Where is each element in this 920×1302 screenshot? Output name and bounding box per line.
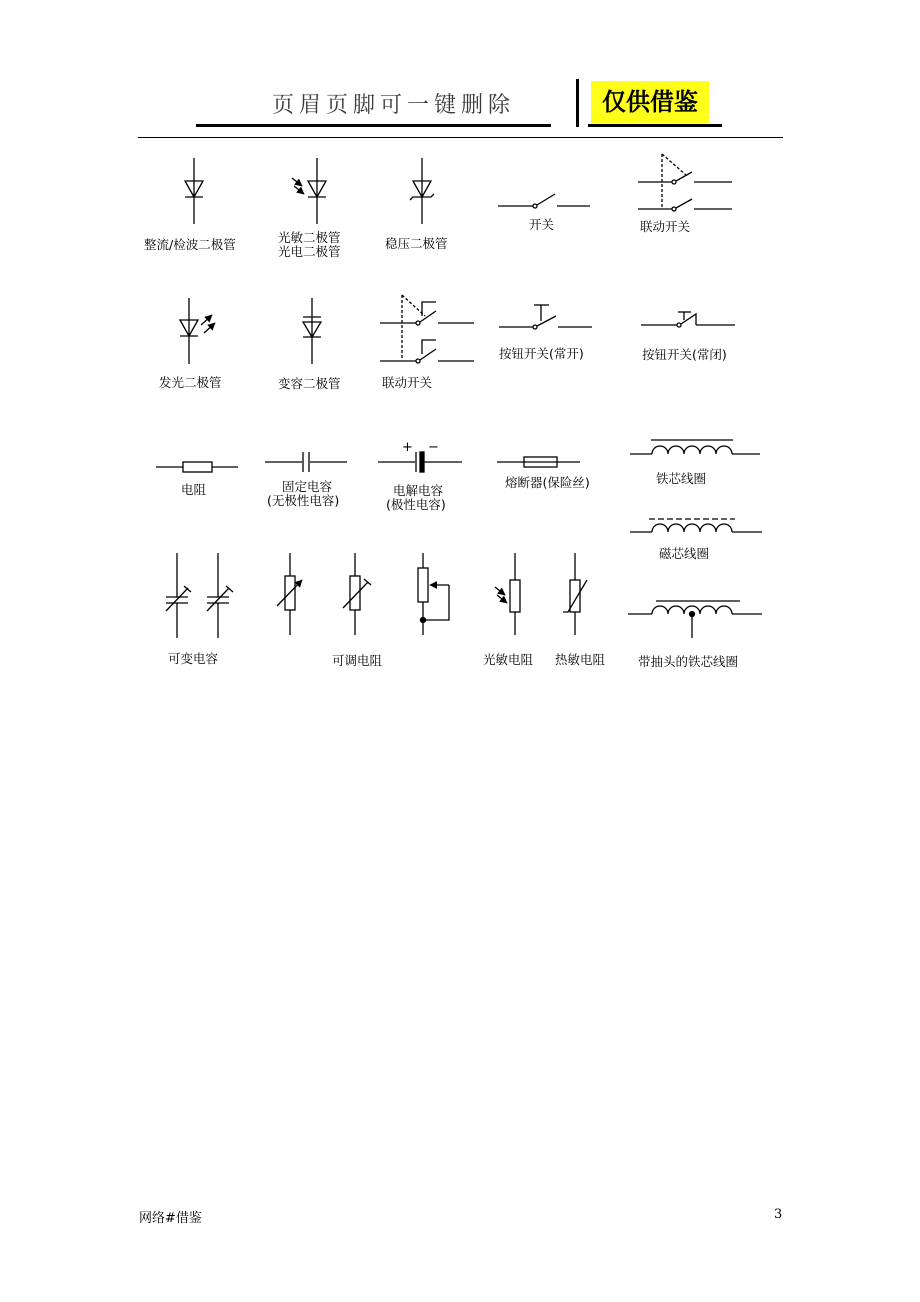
label-push-no: 按钮开关(常开): [499, 346, 584, 361]
label-variable-cap: 可变电容: [168, 651, 219, 666]
label-led: 发光二极管: [159, 375, 222, 390]
label-rectifier-diode: 整流/检波二极管: [144, 237, 236, 252]
linked-switch-mid-symbol: [380, 295, 474, 363]
label-photo-resistor: 光敏电阻: [483, 652, 534, 667]
header-title: 页眉页脚可一键删除: [272, 93, 516, 118]
rectifier-diode-symbol: [185, 158, 203, 224]
label-resistor: 电阻: [181, 482, 207, 497]
magnetic-core-coil-symbol: [630, 519, 762, 532]
label-push-nc: 按钮开关(常闭): [642, 347, 727, 362]
label-thermistor: 热敏电阻: [555, 652, 606, 667]
label-iron-core-coil: 铁芯线圈: [656, 471, 707, 486]
footer-text: 网络#借鉴: [139, 1211, 202, 1226]
label-varactor: 变容二极管: [278, 376, 341, 391]
header-badge: 仅供借鉴: [591, 81, 709, 123]
label-magnetic-core-coil: 磁芯线圈: [659, 546, 710, 561]
label-fuse: 熔断器(保险丝): [505, 475, 590, 490]
label-linked-switch-mid: 联动开关: [382, 375, 433, 390]
photodiode-symbol: [292, 158, 326, 224]
fuse-symbol: [497, 457, 580, 467]
label-tapped-coil: 带抽头的铁芯线圈: [638, 654, 739, 669]
label-linked-switch-top: 联动开关: [640, 219, 691, 234]
photoresistor-symbol: [495, 553, 520, 635]
page-number: 3: [774, 1207, 783, 1222]
push-button-nc-symbol: [641, 312, 735, 327]
tapped-coil-symbol: [628, 601, 762, 638]
iron-core-coil-symbol: [630, 440, 760, 454]
label-fixed-cap-1: 固定电容: [282, 479, 333, 494]
led-symbol: [180, 298, 215, 364]
label-adjustable-resistor: 可调电阻: [332, 653, 383, 668]
zener-diode-symbol: [410, 158, 434, 224]
resistor-symbol: [156, 462, 238, 472]
variable-capacitor-2-symbol: [207, 553, 233, 638]
label-zener-diode: 稳压二极管: [385, 236, 448, 251]
label-photo-diode-2: 光电二极管: [278, 244, 341, 259]
label-electrolytic-2: (极性电容): [386, 497, 446, 512]
varactor-symbol: [303, 298, 321, 364]
label-switch: 开关: [529, 217, 555, 232]
fixed-capacitor-symbol: [265, 452, 347, 472]
adjustable-resistor-2-symbol: [343, 553, 371, 635]
electrolytic-capacitor-symbol: [378, 452, 462, 472]
potentiometer-symbol: [418, 553, 449, 635]
push-button-no-symbol: [499, 305, 592, 329]
adjustable-resistor-1-symbol: [277, 553, 302, 635]
label-electrolytic-1: 电解电容: [393, 483, 444, 498]
switch-symbol: [498, 194, 590, 208]
label-electrolytic-plus: +: [402, 440, 413, 455]
label-photo-diode-1: 光敏二极管: [278, 230, 341, 245]
thermistor-symbol: [563, 553, 587, 635]
variable-capacitor-1-symbol: [166, 553, 191, 638]
label-electrolytic-minus: −: [428, 440, 439, 455]
linked-switch-top-symbol: [638, 154, 732, 211]
label-fixed-cap-2: (无极性电容): [267, 493, 340, 508]
